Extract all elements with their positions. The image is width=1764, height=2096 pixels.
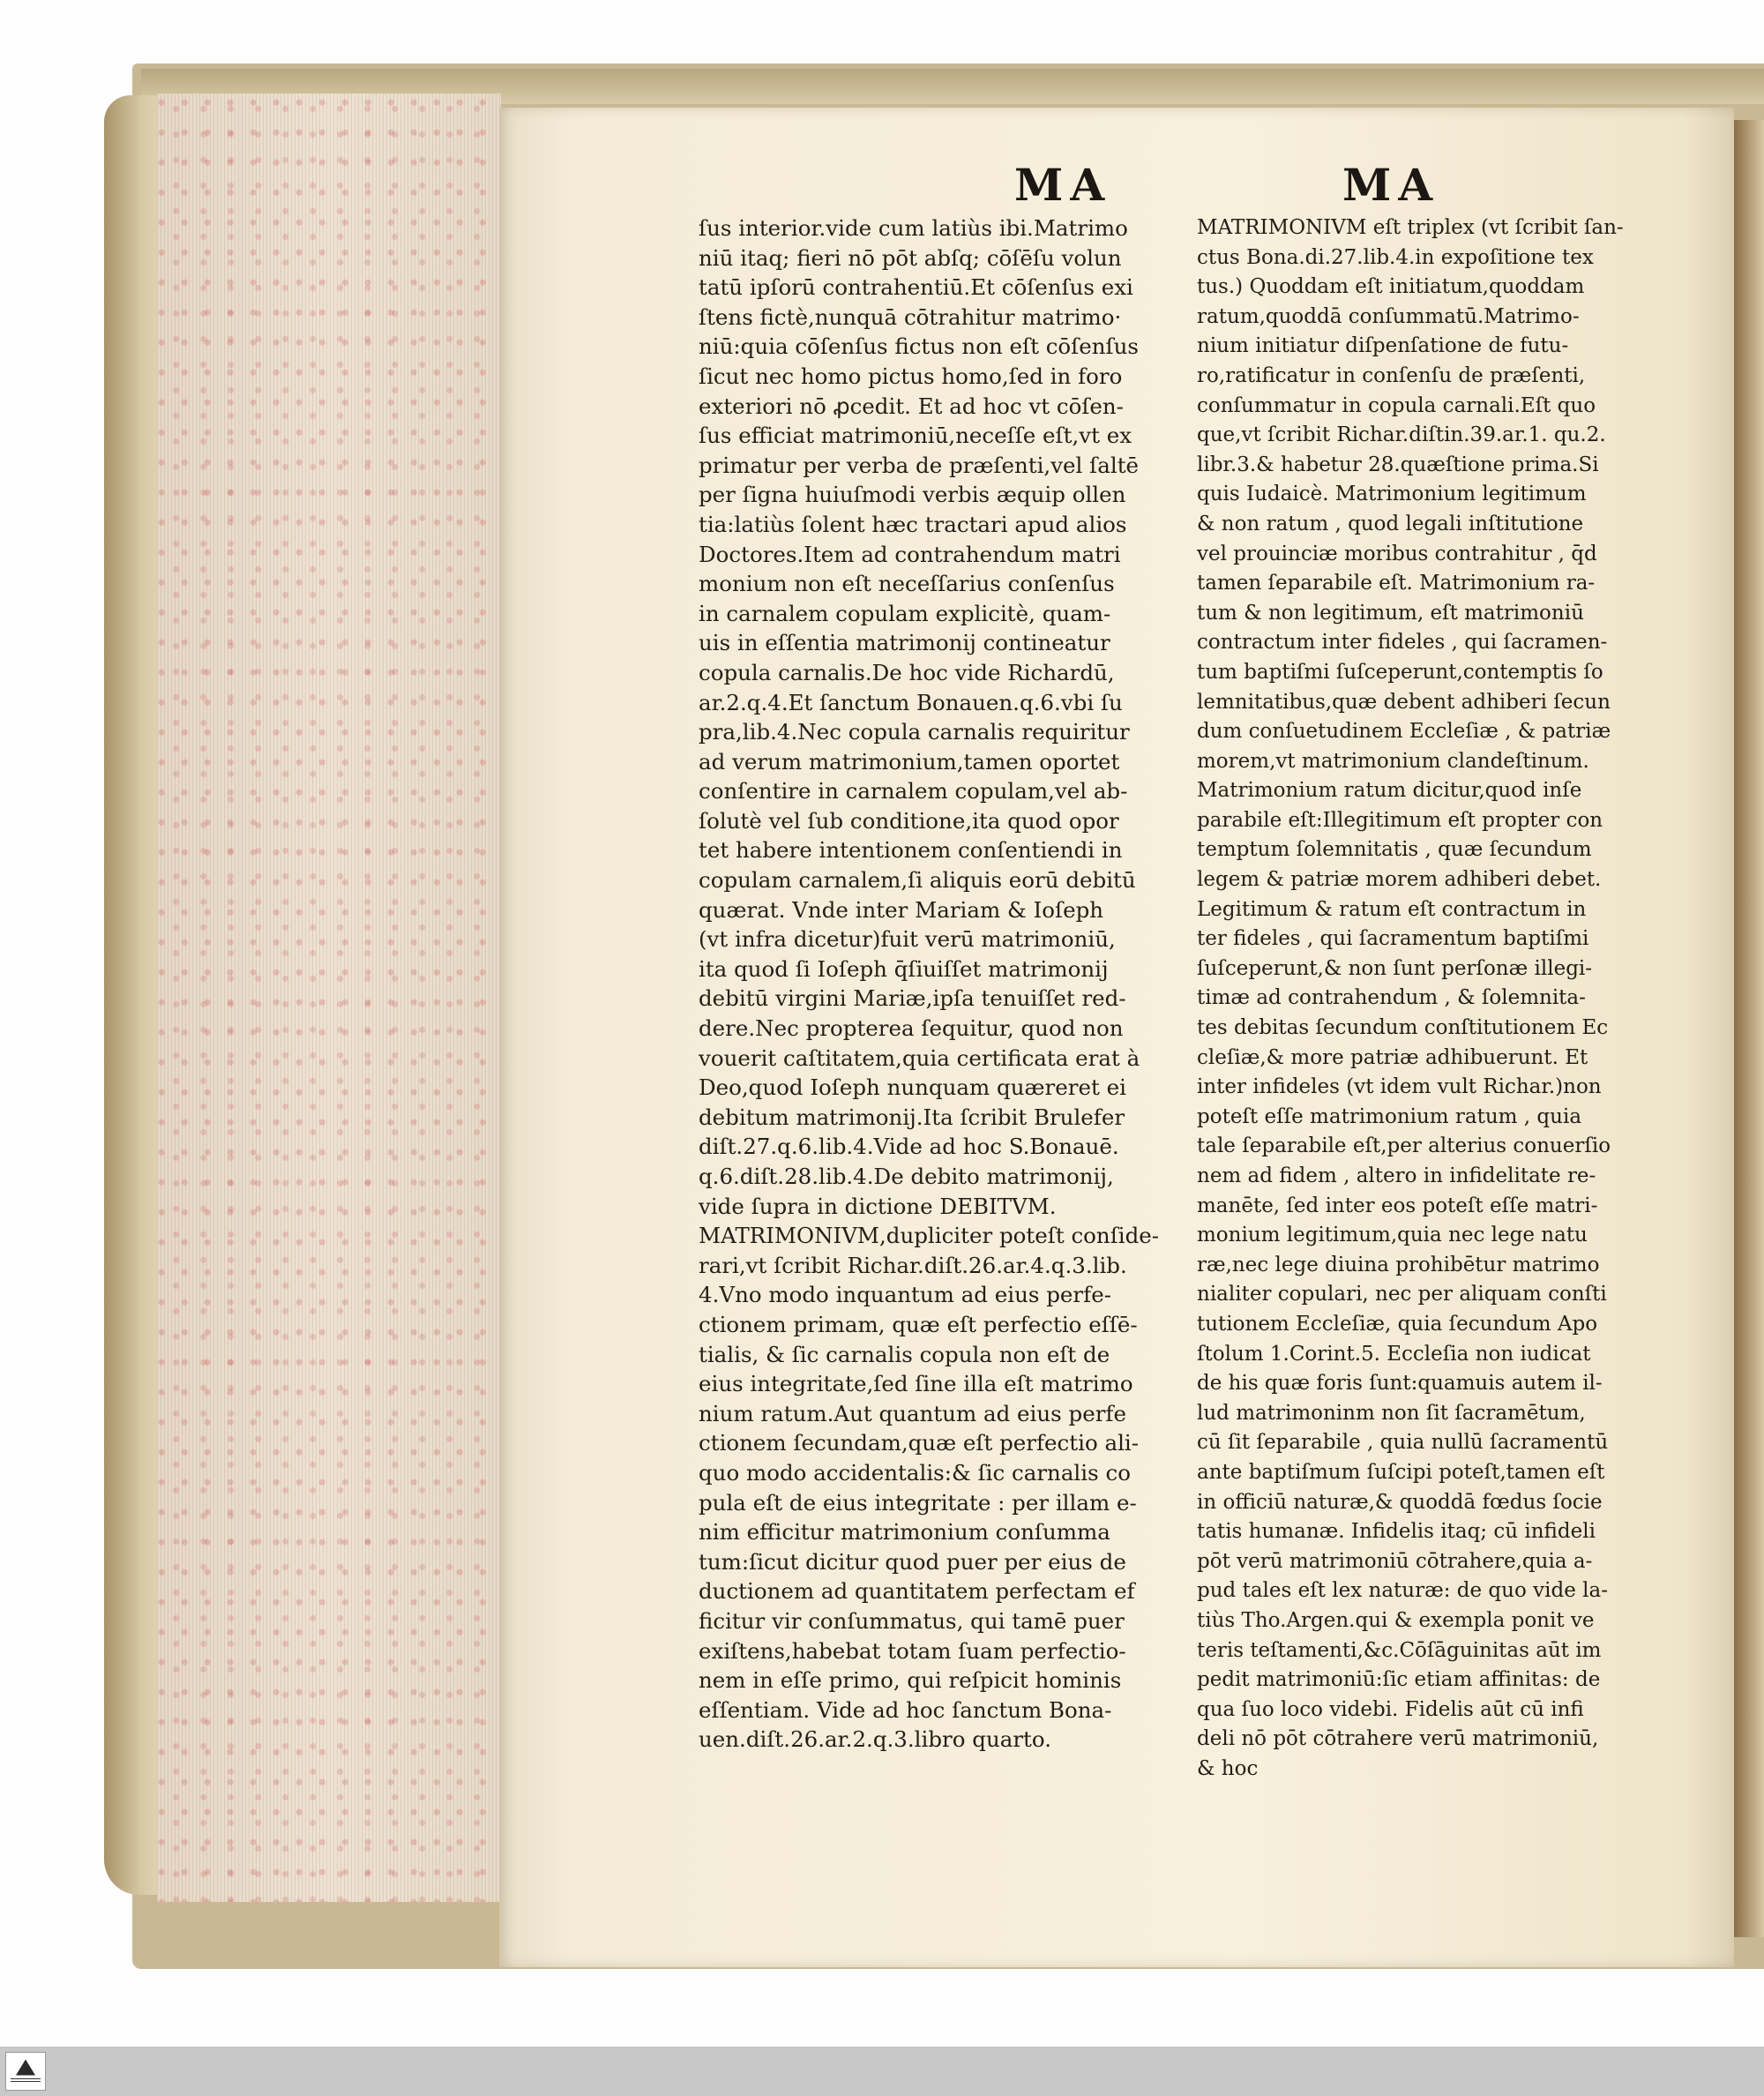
text-column-left	[699, 213, 1184, 1755]
text-line: lemnitatibus,quæ debent adhiberi ſecun	[1197, 690, 1611, 714]
text-line: tamen ſeparabile eſt. Matrimonium ra-	[1197, 572, 1596, 595]
text-line: vouerit caſtitatem,quia certificata erat à	[699, 1044, 1140, 1071]
text-line: quis Iudaicè. Matrimonium legitimum	[1197, 483, 1587, 506]
text-line: inter infideles (vt idem vult Richar.)non	[1197, 1075, 1602, 1099]
text-line: nem ad fidem , altero in infidelitate re-	[1197, 1164, 1596, 1187]
text-line: eius integritate,ſed ſine illa eſt matrimo	[699, 1371, 1133, 1397]
text-line: ſtolum 1.Corint.5. Eccleſia non iudicat	[1197, 1342, 1591, 1366]
text-line: vide ſupra in dictione DEBITVM.	[699, 1193, 1057, 1219]
text-line: temptum ſolemnitatis , quæ ſecundum	[1197, 838, 1592, 862]
text-line: nialiter copulari, nec per aliquam conſti	[1197, 1283, 1607, 1306]
text-line: tes debitas ſecundum conſtitutionem Ec	[1197, 1016, 1609, 1040]
text-line: monium non eſt neceſſarius conſenſus	[699, 571, 1115, 597]
text-line: conſentire in carnalem copulam,vel ab-	[699, 778, 1128, 805]
text-line: ter fideles , qui ſacramentum baptiſmi	[1197, 927, 1589, 951]
text-line: & hoc	[1197, 1756, 1259, 1780]
text-line: poteſt eſſe matrimonium ratum , quia	[1197, 1104, 1582, 1128]
text-line: qua ſuo loco videbi. Fidelis aūt cū infi	[1197, 1697, 1584, 1721]
text-line: legem & patriæ morem adhiberi debet.	[1197, 868, 1602, 892]
text-line: exiſtens,habebat totam ſuam perfectio-	[699, 1637, 1126, 1664]
text-line: teris teſtamenti,&c.Cōſāguinitas aūt im	[1197, 1638, 1602, 1662]
text-line: Matrimonium ratum dicitur,quod inſe	[1197, 779, 1582, 803]
text-line: diſt.27.q.6.lib.4.Vide ad hoc S.Bonauē.	[699, 1134, 1119, 1160]
text-line: ctionem ſecundam,quæ eſt perfectio ali-	[699, 1430, 1140, 1456]
text-line: ctionem primam, quæ eſt perfectio eſſē-	[699, 1311, 1138, 1337]
text-line: dum conſuetudinem Eccleſiæ , & patriæ	[1197, 720, 1611, 744]
text-line: in officiū naturæ,& quoddā fœdus ſocie	[1197, 1490, 1603, 1514]
text-line: nium initiatur diſpenſatione de futu-	[1197, 334, 1569, 358]
text-line: per ſigna huiuſmodi verbis æquip ollen	[699, 482, 1126, 508]
text-line: monium legitimum,quia nec lege natu	[1197, 1224, 1588, 1247]
text-line: lud matrimoninm non ſit ſacramētum,	[1197, 1401, 1586, 1425]
text-line: exteriori nō ꝓcedit. Et ad hoc vt cōſen-	[699, 393, 1124, 419]
text-line: debitum matrimonij.Ita ſcribit Brulefer	[699, 1104, 1125, 1130]
text-line: uis in eſſentia matrimonij contineatur	[699, 630, 1110, 656]
text-line: Legitimum & ratum eſt contractum in	[1197, 897, 1587, 921]
text-line: niū:quia cōſenſus fictus non eſt cōſenſus	[699, 333, 1139, 360]
text-line: timæ ad contrahendum , & ſolemnita-	[1197, 986, 1586, 1010]
text-line: ar.2.q.4.Et ſanctum Bonauen.q.6.vbi ſu	[699, 689, 1123, 715]
text-line: niū itaq; fieri nō pōt abſq; cōſēſu volun	[699, 244, 1122, 271]
text-line: tialis, & ſic carnalis copula non eſt de	[699, 1341, 1110, 1367]
text-line: tum:ſicut dicitur quod puer per eius de	[699, 1548, 1126, 1575]
text-line: tutionem Eccleſiæ, quia ſecundum Apo	[1197, 1312, 1598, 1336]
text-line: ſus interior.vide cum latiùs ibi.Matrimo	[699, 215, 1128, 241]
text-line: ante baptiſmum ſuſcipi poteſt,tamen eſt	[1197, 1460, 1605, 1484]
text-line: tet habere intentionem conſentiendi in	[699, 837, 1123, 864]
text-line: parabile eſt:Illegitimum eſt propter con	[1197, 808, 1603, 832]
text-line: tum baptiſmi ſuſceperunt,contemptis ſo	[1197, 660, 1603, 684]
text-line: deli nō pōt cōtrahere verū matrimoniū,	[1197, 1727, 1599, 1751]
text-line: quærat. Vnde inter Mariam & Ioſeph	[699, 896, 1104, 923]
text-line: ctus Bona.di.27.lib.4.in expoſitione tex	[1197, 245, 1594, 269]
text-line: manēte, ſed inter eos poteſt eſſe matri-	[1197, 1194, 1598, 1217]
text-line: ræ,nec lege diuina prohibētur matrimo	[1197, 1253, 1600, 1276]
text-line: primatur per verba de præſenti,vel ſaltē	[699, 452, 1140, 478]
text-line: cū ſit ſeparabile , quia nullū ſacramentū	[1197, 1431, 1609, 1455]
text-line: copula carnalis.De hoc vide Richardū,	[699, 659, 1115, 685]
text-line: debitū virgini Mariæ,ipſa tenuiſſet red-	[699, 985, 1126, 1012]
text-line: nim efficitur matrimonium conſumma	[699, 1519, 1110, 1546]
text-line: ita quod ſi Ioſeph q̄ſiuiſſet matrimonij	[699, 955, 1109, 982]
text-line: morem,vt matrimonium clandeſtinum.	[1197, 749, 1589, 773]
text-line: ratum,quoddā conſummatū.Matrimo-	[1197, 304, 1580, 328]
text-line: copulam carnalem,ſi aliquis eorū debitū	[699, 867, 1136, 894]
text-line: ſuſceperunt,& non ſunt perſonæ illegi-	[1197, 956, 1593, 980]
text-line: tatū ipſorū contrahentiū.Et cōſenſus exi	[699, 274, 1133, 301]
text-line: Doctores.Item ad contrahendum matri	[699, 541, 1121, 567]
text-line: tatis humanæ. Infidelis itaq; cū infideli	[1197, 1520, 1596, 1544]
text-line: contractum inter fideles , qui ſacramen-	[1197, 631, 1608, 655]
text-line: nium ratum.Aut quantum ad eius perfe	[699, 1400, 1126, 1426]
text-line: eſſentiam. Vide ad hoc ſanctum Bona-	[699, 1696, 1112, 1723]
text-line: ficitur vir conſummatus, qui tamē puer	[699, 1607, 1125, 1634]
text-line: pedit matrimoniū:ſic etiam affinitas: de	[1197, 1668, 1601, 1692]
text-line: conſummatur in copula carnali.Eſt quo	[1197, 393, 1596, 417]
running-head-right: MA	[1342, 159, 1440, 211]
text-line: ro,ratificatur in conſenſu de præſenti,	[1197, 363, 1586, 387]
text-line: pra,lib.4.Nec copula carnalis requiritur	[699, 719, 1130, 745]
text-line: & non ratum , quod legali inſtitutione	[1197, 512, 1584, 535]
text-line: q.6.diſt.28.lib.4.De debito matrimonij,	[699, 1164, 1114, 1189]
library-logo-icon	[5, 2052, 46, 2091]
text-line: cleſiæ,& more patriæ adhibuerunt. Et	[1197, 1045, 1588, 1069]
facing-page-edge	[1734, 120, 1764, 1937]
text-line: ſus efficiat matrimoniū,neceſſe eſt,vt ex	[699, 423, 1132, 449]
text-line: de his quæ foris ſunt:quamuis autem il-	[1197, 1372, 1603, 1396]
text-line: Deo,quod Ioſeph nunquam quæreret ei	[699, 1074, 1126, 1101]
text-line: nem in eſſe primo, qui reſpicit hominis	[699, 1667, 1122, 1694]
text-column-right	[1197, 213, 1684, 1784]
sprinkled-page-edges	[157, 94, 501, 1902]
text-line: libr.3.& habetur 28.quæſtione prima.Si	[1197, 453, 1599, 476]
text-line: ſicut nec homo pictus homo,ſed in foro	[699, 363, 1123, 389]
text-line: tia:latiùs ſolent hæc tractari apud alios	[699, 511, 1127, 537]
text-line: tus.) Quoddam eſt initiatum,quoddam	[1197, 275, 1585, 299]
text-line: rari,vt ſcribit Richar.diſt.26.ar.4.q.3.lib.	[699, 1252, 1127, 1278]
text-line: pula eſt de eius integritate : per illam e-	[699, 1489, 1137, 1516]
text-line: que,vt ſcribit Richar.diſtin.39.ar.1. qu.2.	[1197, 423, 1606, 447]
text-line: quo modo accidentalis:& ſic carnalis co	[699, 1459, 1131, 1486]
text-line: 4.Vno modo inquantum ad eius perfe-	[699, 1282, 1111, 1308]
text-line: in carnalem copulam explicitè, quam-	[699, 600, 1111, 626]
text-line: uen.diſt.26.ar.2.q.3.libro quarto.	[699, 1726, 1052, 1753]
text-line: tum & non legitimum, eſt matrimoniū	[1197, 601, 1584, 625]
text-line: tale ſeparabile eſt,per alterius conuerſio	[1197, 1134, 1611, 1158]
viewer-footer-bar	[0, 2047, 1764, 2096]
text-line: ductionem ad quantitatem perfectam ef	[699, 1578, 1135, 1605]
text-line: ad verum matrimonium,tamen oportet	[699, 748, 1120, 775]
text-line: ſtens fictè,nunquā cōtrahitur matrimo·	[699, 303, 1122, 330]
text-line: pōt verū matrimoniū cōtrahere,quia a-	[1197, 1549, 1593, 1573]
text-line: dere.Nec propterea ſequitur, quod non	[699, 1015, 1124, 1042]
text-line: (vt infra dicetur)fuit verū matrimoniū,	[699, 926, 1116, 953]
text-line: MATRIMONIVM eſt triplex (vt ſcribit ſan-	[1197, 216, 1624, 239]
text-line: tiùs Tho.Argen.qui & exempla ponit ve	[1197, 1608, 1595, 1632]
text-line: MATRIMONIVM,dupliciter poteſt conſide-	[699, 1223, 1160, 1249]
text-line: pud tales eſt lex naturæ: de quo vide la-	[1197, 1579, 1608, 1603]
text-line: vel prouinciæ moribus contrahitur , q̄d	[1197, 542, 1597, 565]
text-line: ſolutè vel ſub conditione,ita quod opor	[699, 807, 1119, 834]
running-head-left: MA	[1014, 159, 1112, 211]
